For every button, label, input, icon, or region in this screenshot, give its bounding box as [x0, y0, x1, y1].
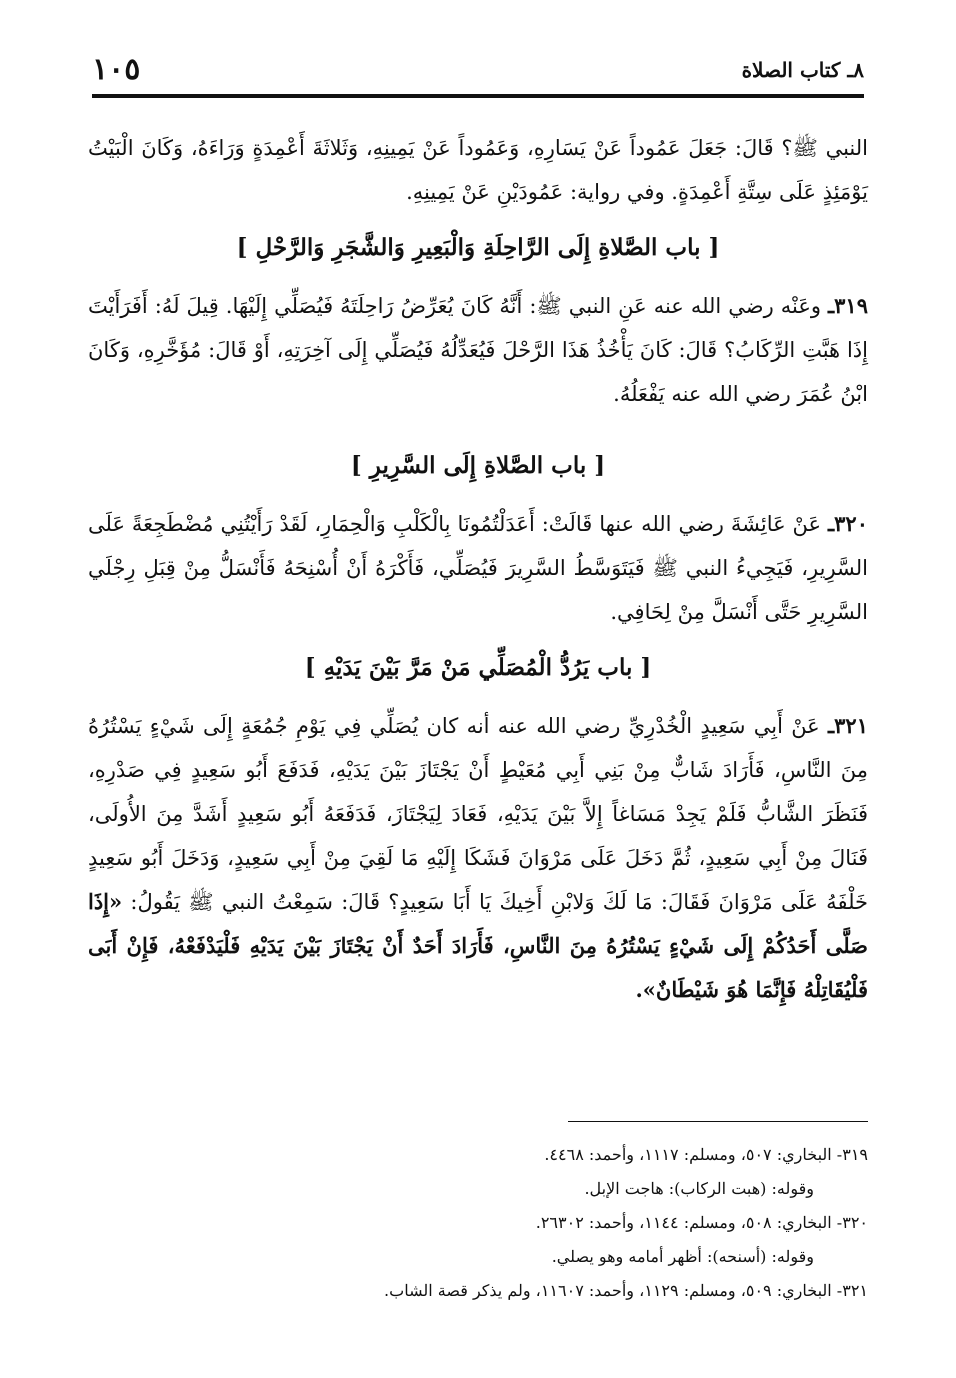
footnote: ٣٢٠- البخاري: ٥٠٨، ومسلم: ١١٤٤، وأحمد: ٢٦٣٠٢.	[535, 1213, 868, 1232]
chapter-title: ٨ـ كتاب الصلاة	[741, 58, 864, 82]
hadith-text: وعَنْه رضي الله عنه عَنِ النبي ﷺ: أَنَّهُ كَانَ يُعَرِّضُ رَاحِلَتَهُ فَيُصَلِّي إِلَيْهَا. قِيلَ لَهُ: أَفَرَأَيْتَ إِذَا هَبَّتِ الرِّكَابُ؟ قَالَ: كَانَ يَأْخُذُ هَذَا الرَّحْلَ فَيُعَدِّلُهُ فَيُصَلِّي إِلَى آخِرَتِهِ، أَوْ قَالَ: مُؤَخَّرِهِ، وَكَانَ ابْنُ عُمَرَ رضي الله عنه يَفْعَلُهُ.	[88, 294, 868, 406]
section-heading-321: [ باب يَرُدُّ الْمُصَلِّي مَنْ مَرَّ بَيْنَ يَدَيْهِ ]	[304, 654, 652, 681]
hadith-number: ٣٢٠ـ	[828, 511, 868, 536]
page-number: ١٠٥	[92, 52, 141, 87]
footnote: وقوله: (أسنحه): أظهر أمامه وهو يصلي.	[551, 1247, 814, 1266]
footnotes	[88, 1138, 868, 1308]
section-heading-319: [ باب الصَّلاةِ إِلَى الرَّاحِلَةِ وَالْبَعِيرِ وَالشَّجَرِ وَالرَّحْلِ ]	[236, 234, 720, 261]
footnote-rule	[568, 1121, 868, 1122]
section-heading-320: [ باب الصَّلاةِ إِلَى السَّرِيرِ ]	[350, 452, 606, 479]
hadith-320	[88, 502, 868, 634]
header-rule	[92, 94, 864, 98]
running-header	[92, 52, 864, 96]
hadith-number: ٣٢١ـ	[828, 713, 868, 738]
hadith-text: عَنْ عَائِشَةَ رضي الله عنها قَالَتْ: أَعَدَلْتُمُونَا بِالْكَلْبِ وَالْحِمَارِ، لَقَدْ رَأَيْتُنِي مُضْطَجِعَةً عَلَى السَّرِيرِ، فَيَجِيءُ النبي ﷺ فَيَتَوَسَّطُ السَّرِيرَ فَيُصَلِّي، فَأَكْرَهُ أَنْ أُسْنِحَهُ فَأَنْسَلُّ مِنْ قِبَلِ رِجْلَي السَّرِيرِ حَتَّى أَنْسَلَّ مِنْ لِحَافِي.	[88, 512, 868, 624]
prophetic-quote: «إِذَا صَلَّى أَحَدُكُمْ إِلَى شَيْءٍ يَسْتُرُهُ مِنَ النَّاسِ، فَأَرَادَ أَحَدٌ أَنْ يَجْتَازَ بَيْنَ يَدَيْهِ فَلْيَدْفَعْهُ، فَإِنْ أَبَى فَلْيُقَاتِلْهُ فَإِنَّمَا هُوَ شَيْطَانٌ».	[88, 889, 868, 1002]
hadith-321	[88, 704, 868, 1012]
hadith-text: عَنْ أَبِي سَعِيدٍ الْخُدْرِيِّ رضي الله عنه أنه كان يُصَلِّي فِي يَوْمِ جُمُعَةٍ إِلَى شَيْءٍ يَسْتُرُهُ مِنَ النَّاسِ، فَأَرَادَ شَابٌّ مِنْ بَنِي أَبِي مُعَيْطٍ أَنْ يَجْتَازَ بَيْنَ يَدَيْهِ، فَدَفَعَ أَبُو سَعِيدٍ فِي صَدْرِهِ، فَنَظَرَ الشَّابُّ فَلَمْ يَجِدْ مَسَاغاً إِلاَّ بَيْنَ يَدَيْهِ، فَعَادَ لِيَجْتَازَ، فَدَفَعَهُ أَبُو سَعِيدٍ أَشَدَّ مِنَ الأُولَى، فَنَالَ مِنْ أَبِي سَعِيدٍ، ثُمَّ دَخَلَ عَلَى مَرْوَانَ فَشَكَا إِلَيْهِ مَا لَقِيَ مِنْ أَبِي سَعِيدٍ، وَدَخَلَ أَبُو سَعِيدٍ خَلْفَهُ عَلَى مَرْوَانَ فَقَالَ: مَا لَكَ وَلابْنِ أَخِيكَ يَا أَبَا سَعِيدٍ؟ قَالَ: سَمِعْتُ النبي ﷺ يَقُولُ:	[88, 714, 868, 914]
footnote: ٣١٩- البخاري: ٥٠٧، ومسلم: ١١١٧، وأحمد: ٤٤٦٨.	[544, 1145, 868, 1164]
footnote: ٣٢١- البخاري: ٥٠٩، ومسلم: ١١٢٩، وأحمد: ١١٦٠٧، ولم يذكر قصة الشاب.	[384, 1281, 868, 1300]
main-text	[88, 126, 868, 1012]
hadith-319	[88, 284, 868, 416]
footnote: وقوله: (هبت الركاب): هاجت الإبل.	[584, 1179, 814, 1198]
hadith-number: ٣١٩ـ	[828, 293, 868, 318]
intro-paragraph: النبي ﷺ؟ قَالَ: جَعَلَ عَمُوداً عَنْ يَسَارِهِ، وَعَمُوداً عَنْ يَمِينِهِ، وَثَلاثَةَ أَعْمِدَةٍ وَرَاءَهُ، وَكَانَ الْبَيْتُ يَوْمَئِذٍ عَلَى سِتَّةِ أَعْمِدَةٍ. وفي رواية: عَمُودَيْنِ عَنْ يَمِينِهِ.	[88, 136, 868, 204]
